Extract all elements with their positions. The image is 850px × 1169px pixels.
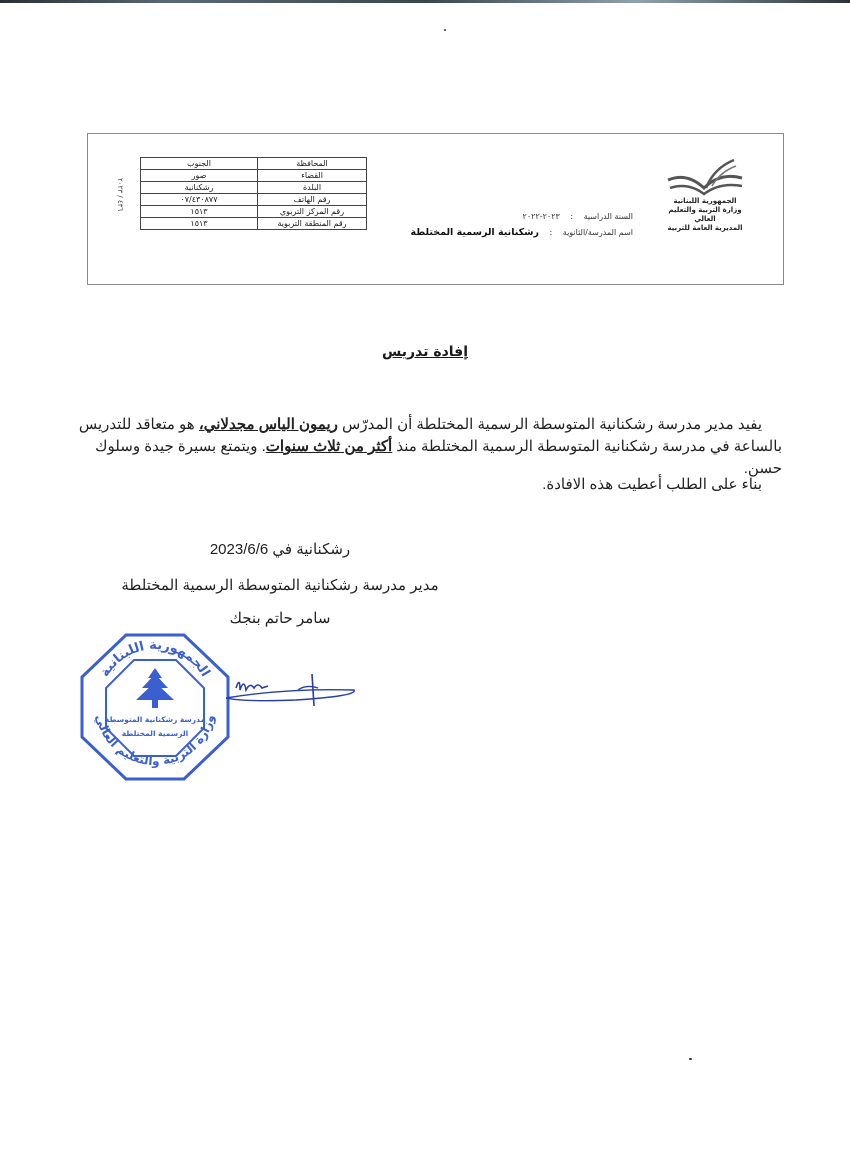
- reference-number: ٤٣٦ / ٢٠٢٣: [116, 178, 124, 212]
- stamp-inner-line2: الرسمية المختلطة: [121, 729, 189, 738]
- colon: :: [570, 212, 574, 221]
- signatory-role: مدير مدرسة رشكنانية المتوسطة الرسمية المختلطة: [121, 577, 439, 594]
- signature-icon: [226, 668, 358, 708]
- info-label: رقم الهاتف: [258, 194, 367, 206]
- scan-speck: [444, 29, 446, 31]
- colon: :: [549, 228, 553, 237]
- school-name-row: [410, 227, 633, 238]
- academic-year-row: [523, 212, 633, 221]
- info-table-row: [141, 206, 367, 218]
- info-table-row: [141, 170, 367, 182]
- logo-line: المديرية العامة للتربية: [667, 224, 743, 232]
- info-table-row: [141, 182, 367, 194]
- body-paragraph: [60, 414, 782, 480]
- official-stamp-icon: [78, 632, 232, 782]
- closing-paragraph: بناء على الطلب أعطيت هذه الافادة.: [542, 476, 762, 493]
- stamp-outer-bottom: وزارة التربية والتعليم العالي: [92, 712, 218, 769]
- logo-line: الجمهورية اللبنانية: [673, 197, 737, 205]
- document-title: [0, 344, 850, 360]
- info-label: المحافظة: [258, 158, 367, 170]
- signatory-name: سامر حاتم بنجك: [229, 610, 331, 627]
- info-label: القضاء: [258, 170, 367, 182]
- school-value: رشكنانية الرسمية المختلطة: [410, 227, 539, 238]
- scan-edge: [0, 0, 850, 3]
- teacher-name: ريمون الياس مجدلاني،: [198, 416, 338, 433]
- info-value: رشكنانية: [141, 182, 258, 194]
- place-date: رشكنانية في 2023/6/6: [209, 541, 351, 558]
- info-value: صور: [141, 170, 258, 182]
- body-text: هو متعاقد للتدريس بالساعة في مدرسة رشكنانية المتوسطة الرسمية المختلطة منذ: [78, 416, 782, 455]
- info-table-row: [141, 194, 367, 206]
- cedar-tree-icon: [136, 668, 174, 708]
- academic-year-label: السنة الدراسية: [583, 212, 633, 221]
- document-title-text: إفادة تدريس: [382, 344, 468, 360]
- info-table-row: [141, 218, 367, 230]
- logo-line: وزارة التربية والتعليم العالي: [668, 206, 742, 223]
- school-label: اسم المدرسة/الثانوية: [562, 228, 633, 237]
- info-table-row: [141, 158, 367, 170]
- info-value: الجنوب: [141, 158, 258, 170]
- stamp-inner-line1: مدرسة رشكنانية المتوسطة: [104, 715, 206, 724]
- info-label: رقم المركز التربوي: [258, 206, 367, 218]
- info-value: ١٥١٣: [141, 206, 258, 218]
- info-value: ٠٧/٤٣٠٨٧٧: [141, 194, 258, 206]
- academic-year-value: ٢٠٢٣-٢٠٢٢: [522, 212, 560, 221]
- info-value: ١٥١٣: [141, 218, 258, 230]
- scan-speck: [689, 1058, 692, 1060]
- body-text: يفيد مدير مدرسة رشكنانية المتوسطة الرسمية المختلطة أن المدرّس: [337, 416, 762, 433]
- ministry-logo-text: [660, 197, 750, 233]
- info-label: البلدة: [258, 182, 367, 194]
- school-info-table: [140, 157, 367, 230]
- body-text: . ويتمتع بسيرة جيدة وسلوك حسن.: [95, 438, 782, 477]
- service-duration: أكثر من ثلاث سنوات: [265, 438, 393, 455]
- info-label: رقم المنطقة التربوية: [258, 218, 367, 230]
- stamp-outer-top: الجمهورية اللبنانية: [97, 637, 213, 680]
